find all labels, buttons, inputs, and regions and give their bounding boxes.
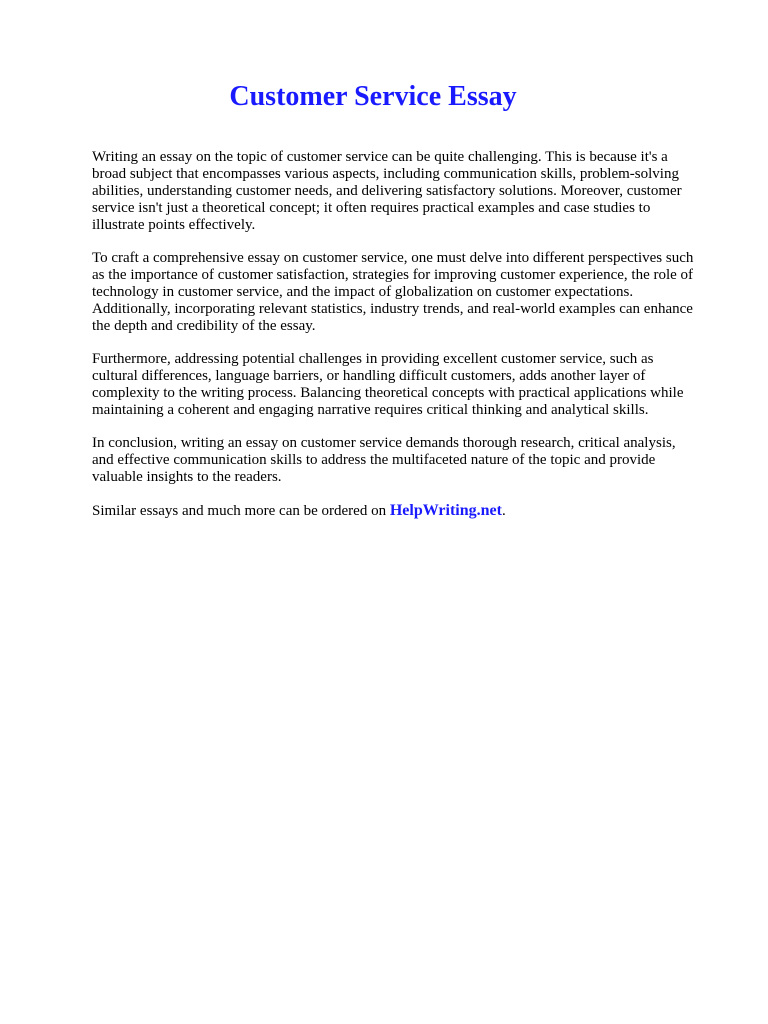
- body-paragraph-2: To craft a comprehensive essay on customer service, one must delve into different perspectives such as the importance of customer satisfaction, strategies for improving customer experience, the role of technology in customer service, and the impact of globalization on customer expectations. Additionally, incorporating relevant statistics, industry trends, and real-world examples can enhance the depth and credibility of the essay.: [92, 250, 694, 334]
- body-paragraph-3: Furthermore, addressing potential challenges in providing excellent customer service, such as cultural differences, language barriers, or handling difficult customers, adds another layer of complexity to the writing process. Balancing theoretical concepts with practical applications while maintaining a coherent and engaging narrative requires critical thinking and analytical skills.: [92, 351, 684, 418]
- order-note-prefix: Similar essays and much more can be ordered on: [92, 503, 390, 519]
- helpwriting-link[interactable]: HelpWriting.net: [389, 502, 502, 519]
- order-note: [92, 502, 698, 520]
- body-paragraph-4: In conclusion, writing an essay on customer service demands thorough research, critical analysis, and effective communication skills to address the multifaceted nature of the topic and provide valuable insights to the readers.: [92, 435, 676, 485]
- page-title: Customer Service Essay: [229, 81, 517, 112]
- body-paragraph-1: Writing an essay on the topic of customer service can be quite challenging. This is because it's a broad subject that encompasses various aspects, including communication skills, problem-solving abilities, understanding customer needs, and delivering satisfactory solutions. Moreover, customer service isn't just a theoretical concept; it often requires practical examples and case studies to illustrate points effectively.: [92, 149, 682, 233]
- order-note-suffix: .: [501, 503, 506, 519]
